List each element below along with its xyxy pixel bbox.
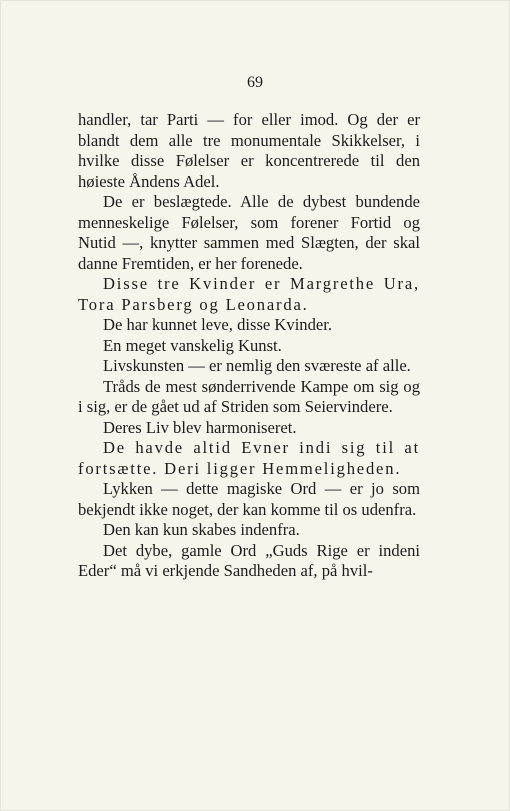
paragraph: De havde altid Evner indi sig til at fortsætte. Deri ligger Hemmeligheden. (78, 438, 420, 478)
body-text (78, 110, 420, 582)
paragraph: handler, tar Parti — for eller imod. Og der er blandt dem alle tre monumentale Skikkelser, i hvilke disse Følelser er koncentrerede til den høieste Åndens Adel. (78, 110, 420, 191)
paragraph: Det dybe, gamle Ord „Guds Rige er indeni Eder“ må vi erkjende Sandheden af, på hvil- (78, 540, 420, 580)
paragraph: Deres Liv blev harmoniseret. (103, 417, 297, 437)
paragraph: Tråds de mest sønderrivende Kampe om sig og i sig, er de gået ud af Striden som Seiervindere. (78, 376, 420, 416)
paragraph: Den kan kun skabes indenfra. (103, 520, 300, 539)
page-number: 69 (247, 74, 263, 91)
paragraph: Livskunsten — er nemlig den sværeste af alle. (103, 356, 411, 375)
paragraph: Lykken — dette magiske Ord — er jo som bekjendt ikke noget, der kan komme til os udenfra. (78, 479, 420, 519)
paragraph: De er beslægtede. Alle de dybest bundende menneskelige Følelser, som forener Fortid og Nutid —, knytter sammen med Slægten, der skal danne Fremtiden, er her forenede. (78, 192, 420, 273)
paragraph: De har kunnet leve, disse Kvinder. (103, 315, 333, 334)
paragraph: En meget vanskelig Kunst. (103, 335, 282, 355)
paragraph: Disse tre Kvinder er Margrethe Ura, Tora Parsberg og Leonarda. (78, 274, 420, 314)
